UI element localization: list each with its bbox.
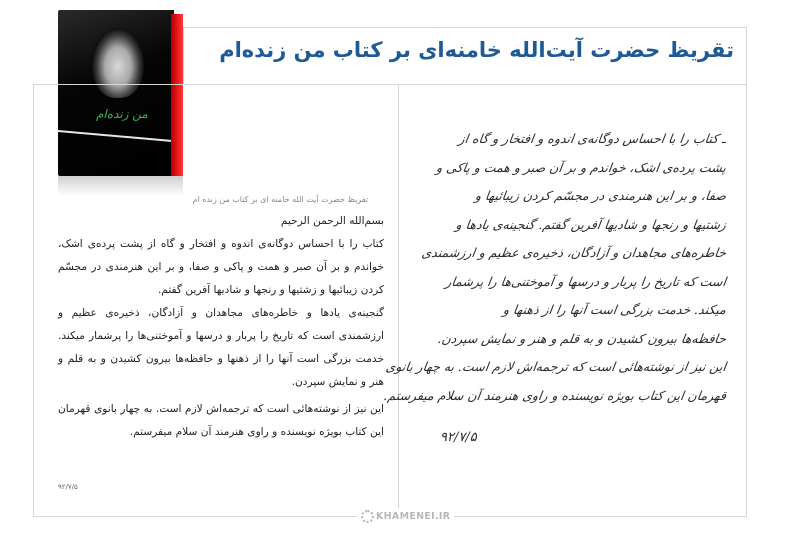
handwritten-line: صفا، و بر این هنرمندی در مجسّم کردن زیبائیها و: [474, 188, 728, 203]
logo-text: KHAMENEI.IR: [376, 510, 451, 522]
page-title: تقریظ حضرت آیت‌الله خامنه‌ای بر کتاب من زنده‌ام: [219, 38, 734, 62]
handwritten-line: زشتیها و رنجها و شادیها آفرین گفتم. گنجینه‌ی یادها و: [454, 216, 728, 232]
khamenei-logo[interactable]: [357, 508, 454, 524]
typed-letter-panel: [33, 84, 399, 517]
typed-paragraph: کتاب را با احساس دوگانه‌ی اندوه و افتخار و گاه از پشت پرده‌ی اشک، خواندم و بر آن صبر و همت و پاکی و صفا، و بر این هنرمندی در مجسّم کردن زیبائیها و زشتیها و رنجها و شادیها آفرین گفتم.: [58, 238, 384, 296]
handwritten-line: میکند. خدمت بزرگی است آنها را از ذهنها و: [502, 302, 728, 317]
typed-paragraph: این نیز از نوشته‌هائی است که ترجمه‌اش لازم است. به چهار بانوی قهرمان این کتاب بویژه نویسنده و راوی هنرمند آن سلام میفرستم.: [58, 403, 384, 438]
typed-letter-body: [58, 210, 384, 444]
book-cover-title: من زنده‌ام: [96, 107, 148, 121]
handwritten-line: پشت پرده‌ی اشک، خواندم و بر آن صبر و همت و پاکی و: [435, 159, 728, 175]
handwritten-line: است که تاریخ را پربار و درسها و آموختنی‌ها را پرشمار: [444, 273, 728, 289]
handwritten-line: خاطره‌های مجاهدان و آزادگان، ذخیره‌ی عظیم و ارزشمندی: [420, 245, 728, 260]
typed-letter-caption: تقریظ حضرت آیت الله خامنه ای بر کتاب من زنده ام: [192, 195, 368, 204]
handwritten-line: این نیز از نوشته‌هائی است که ترجمه‌اش لازم است. به چهار بانوی: [384, 359, 728, 374]
header-box: [183, 27, 747, 85]
handwritten-date: ۹۲/۷/۵: [440, 430, 477, 445]
handwritten-line: حافظه‌ها بیرون کشیدن و به قلم و هنر و نمایش سپردن.: [436, 330, 728, 346]
basmala: بسم‌الله الرحمن الرحیم: [280, 215, 384, 227]
typed-paragraph: گنجینه‌ی یادها و خاطره‌های مجاهدان و آزادگان، ذخیره‌ی عظیم و ارزشمندی است که تاریخ را پربار و درسها و آموختنی‌ها را پرشمار میکند. خدمت بزرگی است آنها را از ذهنها و حافظه‌ها بیرون کشیدن و به قلم و هنر و نمایش سپردن.: [58, 307, 384, 388]
handwritten-line: ـ کتاب را با احساس دوگانه‌ی اندوه و افتخار و گاه از: [457, 131, 728, 146]
gear-logo-icon: [361, 510, 374, 523]
handwritten-line: قهرمان این کتاب بویژه نویسنده و راوی هنرمند آن سلام میفرستم.: [382, 387, 728, 403]
typed-letter-date: ۹۲/۷/۵: [58, 483, 78, 491]
handwritten-letter-body: [382, 125, 728, 410]
